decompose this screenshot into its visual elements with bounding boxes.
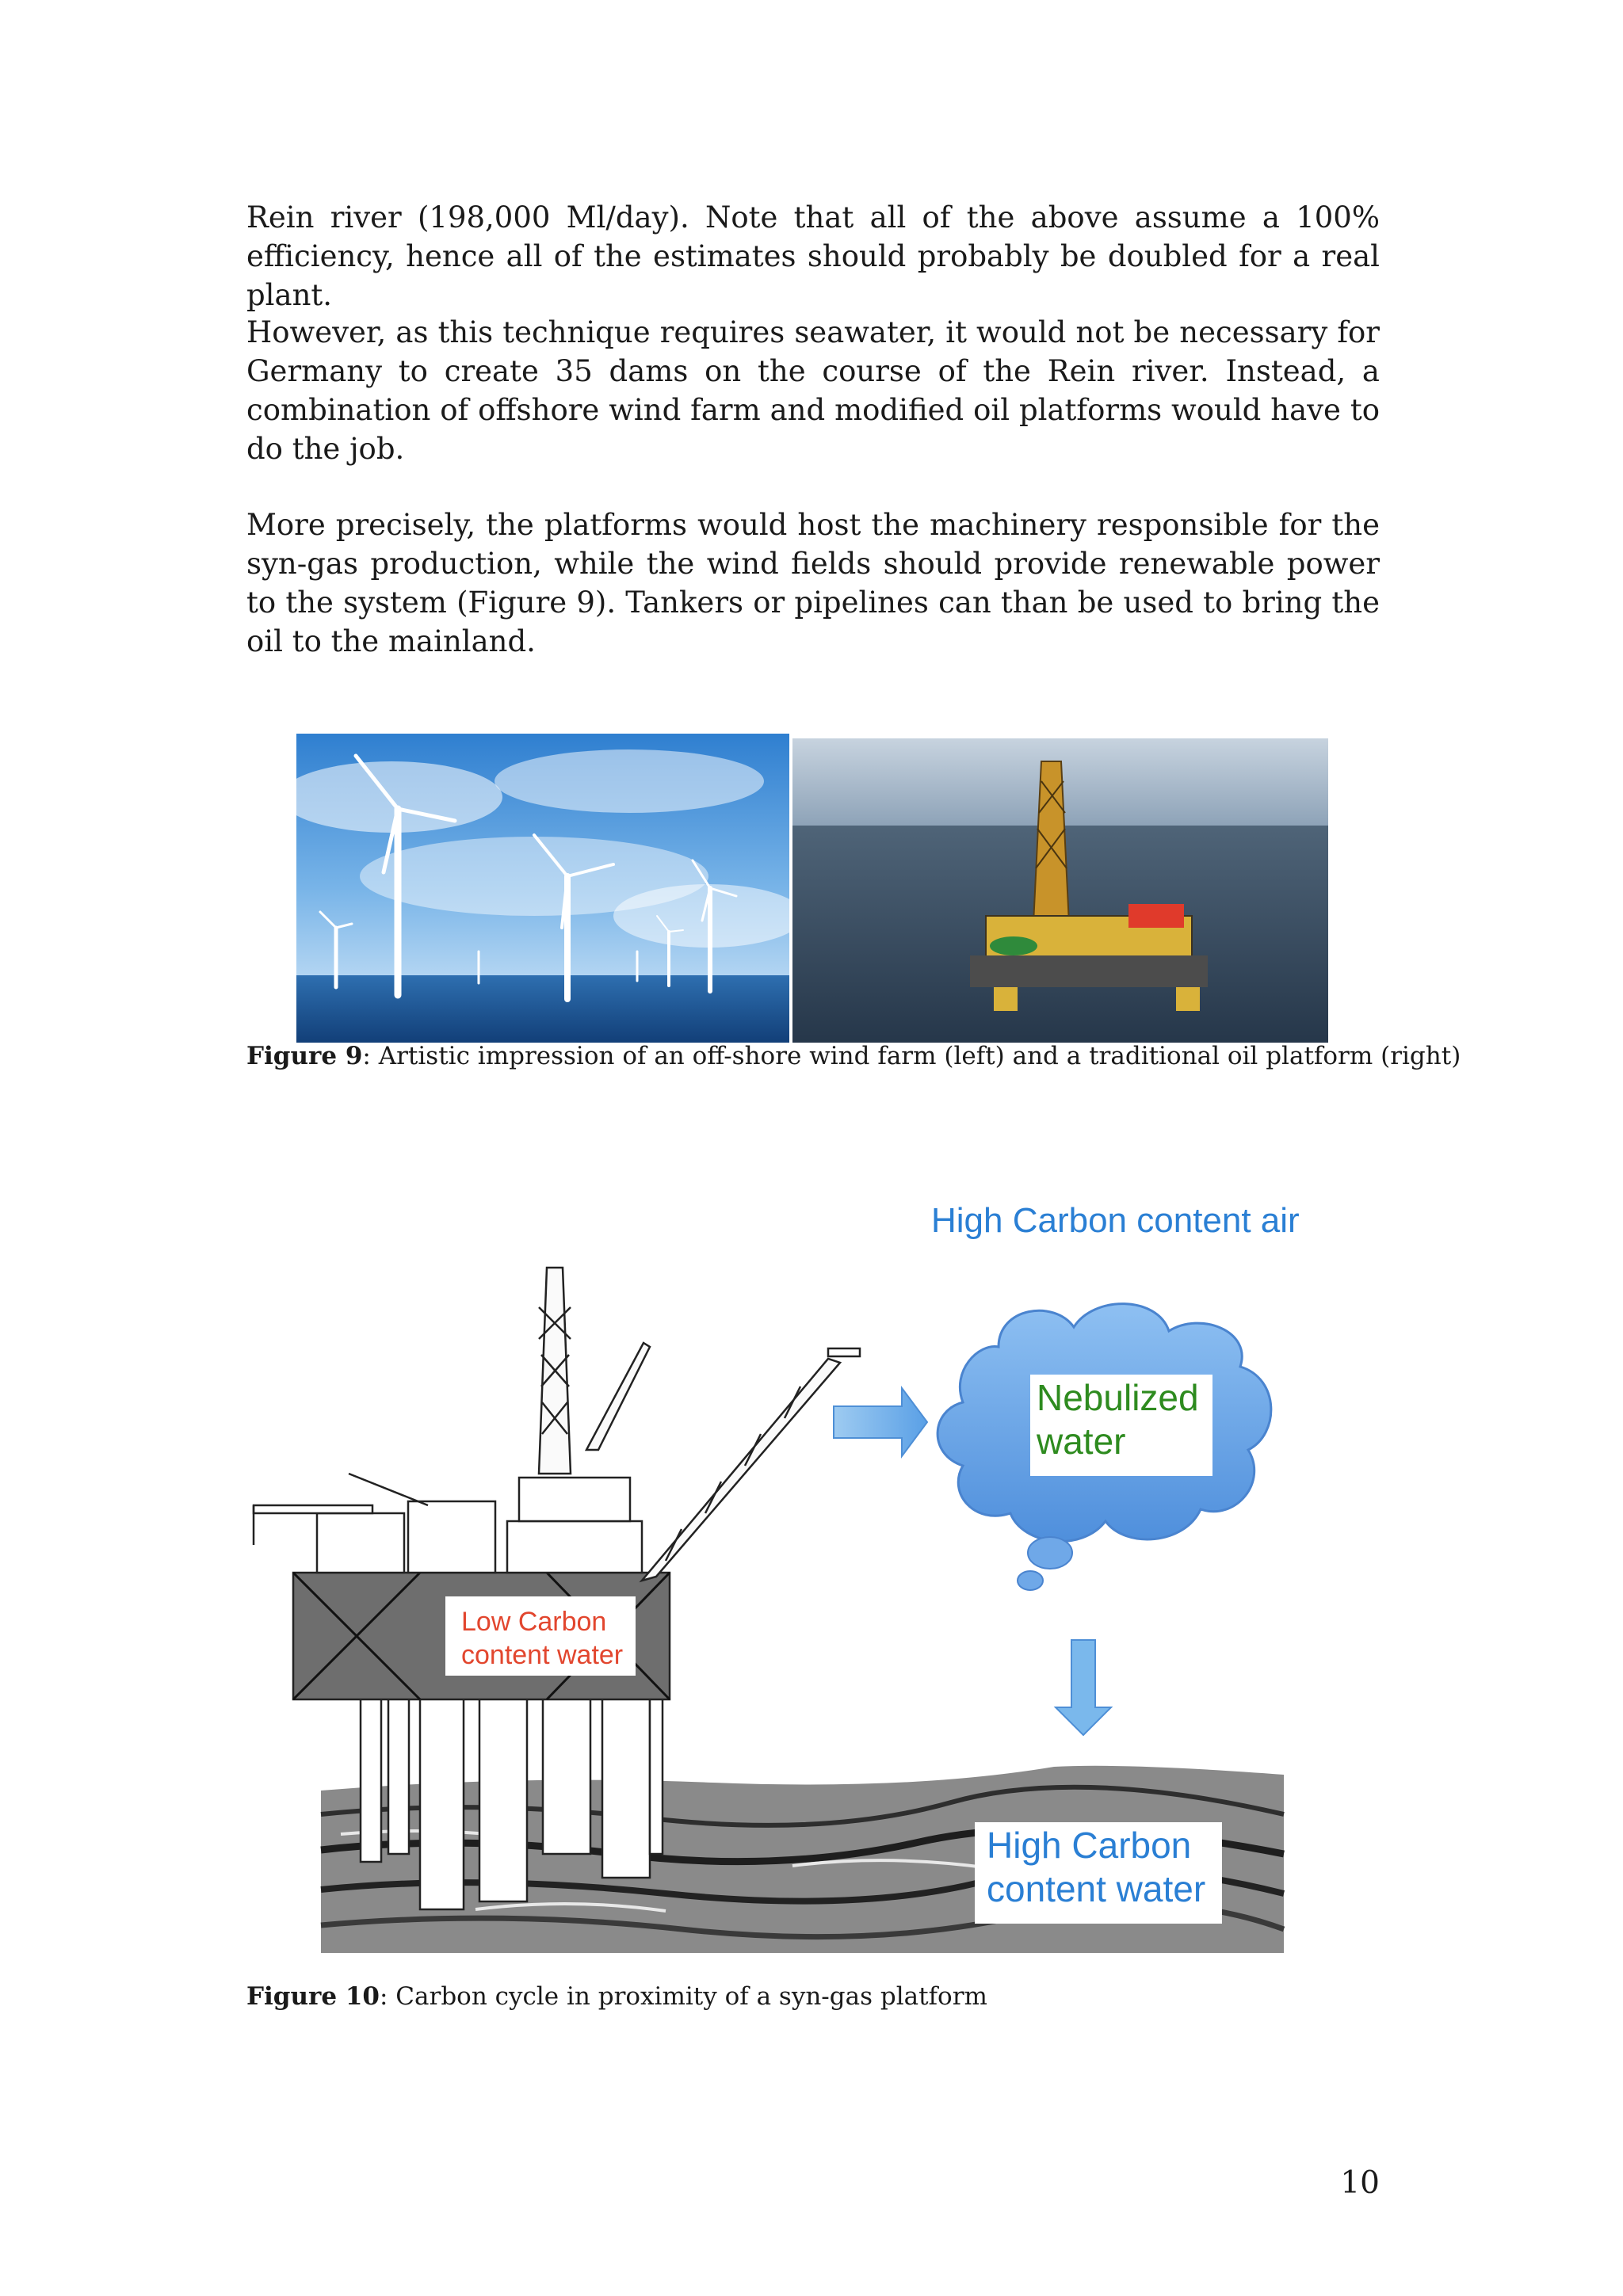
low-carbon-label-line-2: content water [461, 1640, 624, 1670]
high-carbon-air-label: High Carbon content air [931, 1201, 1300, 1240]
low-carbon-label-box [445, 1596, 636, 1676]
high-carbon-water-label-box [975, 1822, 1222, 1924]
figure-10-caption [246, 1981, 1435, 2012]
figure-9-label: Figure 9 [246, 1042, 363, 1070]
low-carbon-label-line-1: Low Carbon [461, 1607, 607, 1637]
nebulized-label-line-1: Nebulized [1037, 1377, 1199, 1418]
body-paragraph-3: More precisely, the platforms would host the machinery responsible for the syn-gas production, while the wind fields should provide renewable power to the system (Figure 9). Tankers or pipelines can than be used to bring the oil to the mainland. [246, 508, 1380, 658]
figure-10-diagram [238, 1101, 1395, 1965]
figure-9-caption [246, 1040, 1461, 1072]
right-arrow [834, 1388, 927, 1456]
figure-9-image [296, 734, 1328, 1043]
nebulized-water-cloud [938, 1304, 1271, 1590]
page-number: 10 [1340, 2165, 1380, 2201]
figure-10-caption-text: : Carbon cycle in proximity of a syn-gas platform [380, 1982, 987, 2011]
high-carbon-water-line-1: High Carbon [987, 1825, 1192, 1866]
oil-platform-photo [791, 734, 1328, 1043]
figure-10-label: Figure 10 [246, 1982, 380, 2011]
high-carbon-water-line-2: content water [987, 1868, 1206, 1909]
body-paragraph-1: Rein river (198,000 Ml/day). Note that all of the above assume a 100% efficiency, hence all of the estimates should probably be doubled for a real plant. [246, 200, 1380, 312]
figure-9-caption-text: : Artistic impression of an off-shore wind farm (left) and a traditional oil platform (right) [362, 1042, 1461, 1070]
down-arrow [1056, 1640, 1111, 1735]
nebulized-label-line-2: water [1037, 1421, 1126, 1462]
wind-farm-photo [296, 734, 804, 1043]
body-paragraph-2: However, as this technique requires seawater, it would not be necessary for Germany to create 35 dams on the course of the Rein river. Instead, a combination of offshore wind farm and modified oil platforms would have to do the job. [246, 315, 1380, 466]
